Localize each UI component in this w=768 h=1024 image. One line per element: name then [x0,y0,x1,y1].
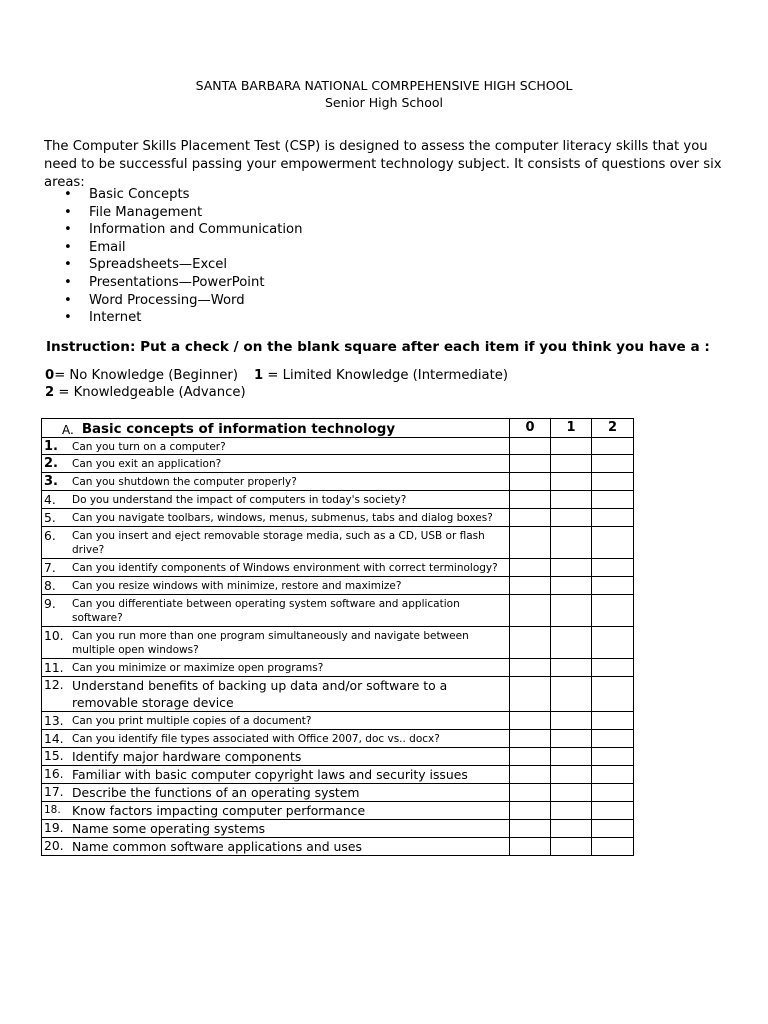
check-box-0[interactable] [510,455,551,473]
item-number: 6. [44,529,56,543]
table-row [42,838,634,856]
section-title: Basic concepts of information technology [81,422,396,437]
item-question: Can you minimize or maximize open programs? [72,662,324,674]
table-row [42,509,634,527]
item-number: 16. [44,767,64,781]
item-number: 20. [44,839,64,853]
check-box-2[interactable] [592,730,634,748]
check-box-1[interactable] [551,509,592,527]
table-row [42,438,634,455]
item-question: Can you exit an application? [72,458,222,470]
bullet-icon: • [64,204,72,220]
list-item: • Email [64,239,126,255]
table-row [42,491,634,509]
check-box-1[interactable] [551,595,592,627]
section-header [42,419,510,438]
check-box-2[interactable] [592,784,634,802]
check-box-1[interactable] [551,455,592,473]
check-box-1[interactable] [551,438,592,455]
item-number: 18. [44,804,61,816]
legend-label: = Limited Knowledge (Intermediate) [263,368,509,383]
item-question: Do you understand the impact of computers in today's society? [72,494,407,506]
item-number: 1. [44,439,58,454]
item-number: 5. [44,511,56,525]
bullet-icon: • [64,187,72,202]
item-number: 11. [44,661,64,675]
bullet-icon: • [64,274,72,290]
intro-paragraph: The Computer Skills Placement Test (CSP) is designed to assess the computer literacy skills that you need to be successful passing your empowerment technology subject. It consists of questions over six areas: [44,139,722,190]
score-header: 0 [510,419,551,438]
check-box-0[interactable] [510,748,551,766]
check-box-2[interactable] [592,838,634,856]
check-box-1[interactable] [551,712,592,730]
instruction-text: Instruction: Put a check / on the blank square after each item if you think you have a : [46,339,710,355]
item-question: Can you shutdown the computer properly? [72,476,297,488]
check-box-1[interactable] [551,473,592,491]
check-box-1[interactable] [551,577,592,595]
bullet-icon: • [64,292,72,308]
item-question: Familiar with basic computer copyright laws and security issues [72,767,468,782]
check-box-2[interactable] [592,438,634,455]
item-number: 4. [44,493,56,507]
check-box-2[interactable] [592,509,634,527]
table-row [42,455,634,473]
legend-key: 1 [253,368,264,383]
list-item: • File Management [64,204,203,220]
list-item: • Information and Communication [64,222,303,238]
check-box-0[interactable] [510,595,551,627]
check-box-0[interactable] [510,677,551,712]
check-box-1[interactable] [551,627,592,659]
item-question: Can you differentiate between operating system software and application software? [72,598,460,624]
check-box-1[interactable] [551,730,592,748]
check-box-2[interactable] [592,677,634,712]
check-box-1[interactable] [551,559,592,577]
item-number: 7. [44,561,56,575]
check-box-0[interactable] [510,659,551,677]
check-box-0[interactable] [510,766,551,784]
table-row [42,627,634,659]
check-box-2[interactable] [592,659,634,677]
item-number: 9. [44,597,56,611]
item-question: Can you resize windows with minimize, restore and maximize? [72,580,402,592]
check-box-0[interactable] [510,577,551,595]
check-box-1[interactable] [551,491,592,509]
table-row [42,730,634,748]
item-number: 13. [44,714,64,728]
bullet-icon: • [64,310,72,326]
check-box-2[interactable] [592,712,634,730]
check-box-0[interactable] [510,473,551,491]
check-box-2[interactable] [592,491,634,509]
check-box-1[interactable] [551,527,592,559]
item-question: Identify major hardware components [72,749,302,764]
check-box-2[interactable] [592,527,634,559]
check-box-2[interactable] [592,820,634,838]
table-row [42,659,634,677]
list-item: • Basic Concepts [64,187,190,202]
check-box-1[interactable] [551,820,592,838]
check-box-0[interactable] [510,802,551,820]
table-row [42,766,634,784]
areas-list [64,186,302,327]
score-header: 2 [592,419,634,438]
item-question: Describe the functions of an operating system [72,785,360,800]
check-box-1[interactable] [551,802,592,820]
check-box-2[interactable] [592,802,634,820]
check-box-2[interactable] [592,595,634,627]
item-question: Name common software applications and uses [72,839,362,854]
check-box-0[interactable] [510,820,551,838]
item-question: Can you identify file types associated with Office 2007, doc vs.. docx? [72,733,440,745]
check-box-0[interactable] [510,627,551,659]
legend-label: = Knowledgeable (Advance) [54,385,246,400]
bullet-icon: • [64,239,72,255]
check-box-1[interactable] [551,838,592,856]
item-question: Understand benefits of backing up data and/or software to a removable storage device [72,678,448,710]
table-row [42,677,634,712]
check-box-2[interactable] [592,455,634,473]
item-number: 14. [44,732,64,746]
list-item: • Presentations—PowerPoint [64,274,265,290]
table-row [42,802,634,820]
score-header: 1 [551,419,592,438]
list-item: • Spreadsheets—Excel [64,257,228,273]
item-number: 8. [44,579,56,593]
check-box-2[interactable] [592,559,634,577]
check-box-0[interactable] [510,712,551,730]
legend-line [45,384,246,401]
check-box-0[interactable] [510,730,551,748]
legend-label: = No Knowledge (Beginner) [54,368,238,383]
table-row [42,820,634,838]
item-question: Can you turn on a computer? [72,441,226,453]
check-box-0[interactable] [510,527,551,559]
table-row [42,784,634,802]
item-number: 17. [44,785,64,799]
item-question: Can you run more than one program simultaneously and navigate between multiple open windows? [72,630,469,656]
skills-table [41,418,634,856]
item-question: Can you navigate toolbars, windows, menus, submenus, tabs and dialog boxes? [72,512,493,524]
check-box-0[interactable] [510,438,551,455]
check-box-2[interactable] [592,766,634,784]
school-name: SANTA BARBARA NATIONAL COMRPEHENSIVE HIGH SCHOOL [195,78,573,93]
list-item: • Internet [64,310,142,326]
table-row [42,748,634,766]
item-question: Name some operating systems [72,821,266,836]
item-number: 19. [44,821,64,835]
check-box-2[interactable] [592,627,634,659]
check-box-2[interactable] [592,577,634,595]
item-number: 2. [44,456,58,471]
bullet-icon: • [64,222,72,238]
check-box-1[interactable] [551,659,592,677]
item-number: 15. [44,749,64,763]
item-number: 12. [44,678,64,692]
table-row [42,595,634,627]
item-number: 3. [44,474,58,489]
legend-key: 0 [45,368,55,383]
item-question: Know factors impacting computer performance [72,803,366,818]
section-letter: A. [62,423,74,437]
check-box-2[interactable] [592,473,634,491]
item-number: 10. [44,629,64,643]
table-row [42,527,634,559]
check-box-0[interactable] [510,509,551,527]
table-row [42,577,634,595]
check-box-1[interactable] [551,766,592,784]
table-row [42,473,634,491]
table-row [42,712,634,730]
table-header-row [42,419,634,438]
item-question: Can you print multiple copies of a document? [72,715,312,727]
list-item: • Word Processing—Word [64,292,245,308]
check-box-1[interactable] [551,677,592,712]
item-question: Can you insert and eject removable storage media, such as a CD, USB or flash drive? [72,530,485,556]
table-row [42,559,634,577]
school-division: Senior High School [325,95,443,110]
check-box-2[interactable] [592,748,634,766]
legend-line [45,367,508,384]
item-question: Can you identify components of Windows environment with correct terminology? [72,562,498,574]
check-box-0[interactable] [510,838,551,856]
check-box-0[interactable] [510,559,551,577]
bullet-icon: • [64,257,72,273]
check-box-0[interactable] [510,491,551,509]
check-box-1[interactable] [551,784,592,802]
check-box-0[interactable] [510,784,551,802]
check-box-1[interactable] [551,748,592,766]
legend-key: 2 [45,385,55,400]
